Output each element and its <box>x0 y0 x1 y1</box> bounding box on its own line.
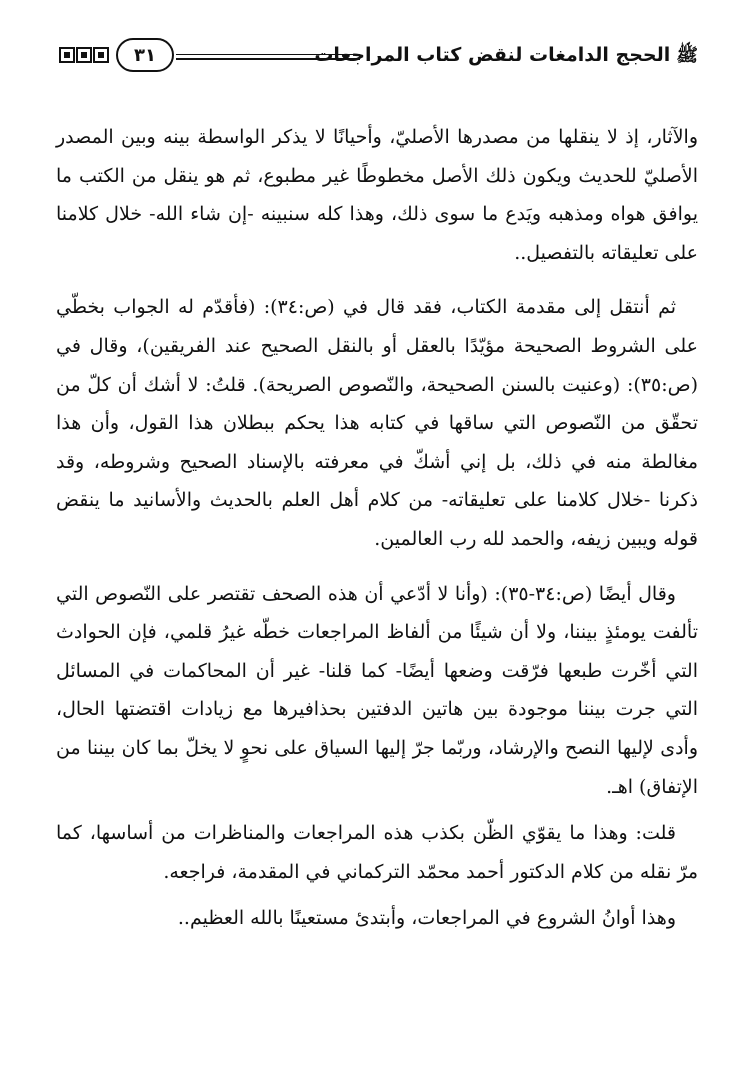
header-rule <box>176 58 360 60</box>
paragraph-4: قلت: وهذا ما يقوّي الظّن بكذب هذه المراجعات والمناظرات من أساسها، كما مرّ نقله من كلام الدكتور أحمد محمّد التركماني في المقدمة، فراجعه. <box>56 822 698 883</box>
paragraph-spacer <box>56 891 698 899</box>
running-header <box>58 36 698 80</box>
book-title: الحجج الدامغات لنقض كتاب المراجعات <box>314 44 671 66</box>
paragraph-spacer <box>56 272 698 288</box>
paragraph-spacer <box>56 806 698 814</box>
paragraph-5: وهذا أوانُ الشروع في المراجعات، وأبتدئ مستعينًا بالله العظيم.. <box>177 907 676 930</box>
paragraph-1: والآثار، إذ لا ينقلها من مصدرها الأصليّ، وأحيانًا لا يذكر الواسطة بينه وبين المصدر الأصليّ للحديث ويكون ذلك الأصل مخطوطًا غير مطبوع، ثم هو ينقل من الكتب ما يوافق هواه ومذهبه ويَدع ما سوى ذلك، وهذا كله سنبينه -إن شاء الله- خلال كلامنا على تعليقاته بالتفصيل.. <box>56 126 698 264</box>
paragraph-3: وقال أيضًا (ص:٣٤-٣٥): (وأنا لا أدّعي أن هذه الصحف تقتصر على النّصوص التي تألفت يومئذٍ بيننا، ولا أن شيئًا من ألفاظ المراجعات خطّه غيرُ قلمي، فإن الحوادث التي أخّرت طبعها فرّقت وضعها أيضًا- كما قلنا- غير أن المحاكمات في المسائل التي جرت بيننا موجودة بين هاتين الدفتين بحذافيرها مع زيادات اقتضتها الحال، وأدى لإليها النصح والإرشاد، وربّما جرّ إليها السياق على نحوٍ لا يخلّ بما كان بيننا من الإتفاق) اهـ. <box>56 582 698 798</box>
page-body <box>56 118 698 938</box>
paragraph-2: ثم أنتقل إلى مقدمة الكتاب، فقد قال في (ص:٣٤): (فأقدّم له الجواب بخطّي على الشروط الصحيحة مؤيّدًا بالعقل أو بالنقل الصحيح عند الفريقين)، وقال في (ص:٣٥): (وعنيت بالسنن الصحيحة، والنّصوص الصريحة). قلتُ: لا أشك أن كلّ من تحقّق من النّصوص التي ساقها في كتابه هذا يحكم ببطلان هذا القول، وأن هذا مغالطة منه في ذلك، بل إني أشكّ في معرفته بالإسناد الصحيح وشروطه، وقد ذكرنا -خلال كلامنا على تعليقاته- من كلام أهل العلم بالحديث والأسانيد ما ينقض قوله ويبين زيفه، والحمد لله رب العالمين. <box>56 296 698 550</box>
header-ornament-icon: ﷺ <box>676 45 698 66</box>
paragraph-spacer <box>56 559 698 575</box>
page-number: ٣١ <box>116 38 174 72</box>
running-title <box>314 44 698 70</box>
header-end-ornament-icon <box>58 44 110 66</box>
